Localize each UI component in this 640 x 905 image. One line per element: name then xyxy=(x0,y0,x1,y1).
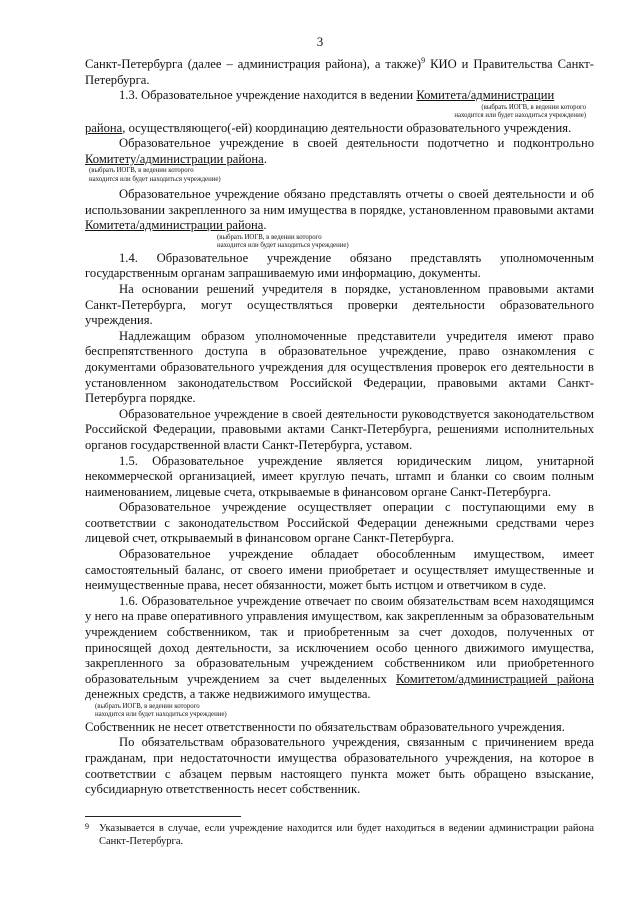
paragraph-1-3: 1.3. Образовательное учреждение находится в ведении Комитета/администрации xyxy=(119,88,555,103)
choice-note: (выбрать ИОГВ, в ведении которого xyxy=(95,703,200,710)
footnote-number: 9 xyxy=(85,822,89,831)
choice-note: находится или будет находиться учреждение) xyxy=(95,711,227,719)
paragraph-subsidiary: По обязательствам образовательного учреждения, связанным с причинением вреда гражданам, при недостаточности имущества образовательного учреждения, на которое в соответствии с абзацем первым настоящего пункта может быть обращено взыскание, субсидиарную ответственность несет собственник. xyxy=(85,735,594,797)
paragraph-inspections: На основании решений учредителя в порядке, установленном правовыми актами Санкт-Петербурга, могут осуществляться проверки деятельности образовательного учреждения. xyxy=(85,281,594,328)
paragraph-legislation: Образовательное учреждение в своей деятельности руководствуется законодательством Российской Федерации, правовыми актами Санкт-Петербурга, решениями исполнительных органов государственной власти Санкт-Петербурга, уставом. xyxy=(85,406,594,452)
choice-note: находится или будет находиться учреждение) xyxy=(454,112,586,120)
paragraph-operations: Образовательное учреждение осуществляет операции с поступающими ему в соответствии с законодательством Российской Федерации денежными средствами через лицевой счет, открываемый в финансовом органе Санкт-Петербурга. xyxy=(85,500,594,546)
paragraph-intro: Санкт-Петербурга (далее – администрация района), а также)$^9$ КИО и Правительства Санкт-Петербурга. xyxy=(85,55,594,87)
choice-note: (выбрать ИОГВ, в ведении которого xyxy=(89,167,194,175)
underlined-authority: Комитету/администрации района xyxy=(85,151,264,166)
choice-note: находится или будет находиться учреждение) xyxy=(89,175,221,183)
choice-note: (выбрать ИОГВ, в ведении которого xyxy=(217,233,322,241)
paragraph-1-6: 1.6. Образовательное учреждение отвечает по своим обязательствам всем находящимся у него на праве оперативного управления имуществом, как закрепленным за образовательным учреждением собственником, так и приобретенным за счет доходов, полученных от приносящей доход деятельности, за исключением особо ценного движимого имущества, закрепленного за образовательным учреждением собственником или приобретенного образовательным учреждением за счет выделенных Комитетом/администрацией района денежных средств, а также недвижимого имущества. xyxy=(85,593,594,702)
underlined-authority: Комитета/администрации xyxy=(416,88,555,103)
paragraph-owner-liability: Собственник не несет ответственности по обязательствам образовательного учреждения. xyxy=(85,719,565,734)
footnote-text: Указывается в случае, если учреждение находится или будет находиться в ведении администрации района Санкт-Петербурга. xyxy=(99,823,594,847)
underlined-authority: Комитетом/администрацией района xyxy=(395,671,594,686)
footnote xyxy=(85,822,594,848)
document-body xyxy=(85,57,594,798)
paragraph-1-5: 1.5. Образовательное учреждение является юридическим лицом, унитарной некоммерческой организацией, имеет круглую печать, штамп и бланки со своим полным наименованием, лицевые счета, открываемые в финансовом органе Санкт-Петербурга. xyxy=(85,453,594,499)
choice-note: находится или будет находиться учреждение) xyxy=(217,242,349,250)
paragraph-accountability: Образовательное учреждение в своей деятельности подотчетно и подконтрольно Комитету/администрации района. xyxy=(85,136,594,166)
underlined-authority: района xyxy=(85,120,123,135)
paragraph-access: Надлежащим образом уполномоченные представители учредителя имеют право беспрепятственного доступа в образовательное учреждение, право ознакомления с документами образовательного учреждения для осуществления проверок его деятельности в установленном законодательством Российской Федерации, правовыми актами Санкт-Петербурга порядке. xyxy=(85,328,594,406)
paragraph-property: Образовательное учреждение обладает обособленным имуществом, имеет самостоятельный баланс, от своего имени приобретает и осуществляет имущественные и неимущественные права, несет обязанности, может быть истцом и ответчиком в суде. xyxy=(85,547,594,593)
footnote-divider xyxy=(85,816,241,817)
page-number: 3 xyxy=(316,34,324,49)
paragraph-reports: Образовательное учреждение обязано представлять отчеты о своей деятельности и об использовании закрепленного за ним имущества в порядке, установленном правовыми актами Комитета/администрации района. xyxy=(85,187,594,233)
underlined-authority: Комитета/администрации района xyxy=(85,218,264,233)
paragraph-1-3-cont: района, осуществляющего(-ей) координацию деятельности образовательного учреждения. xyxy=(85,120,572,135)
footnote-ref: 9 xyxy=(421,55,426,65)
paragraph-1-4: 1.4. Образовательное учреждение обязано представлять уполномоченным государственным органам запрашиваемую ими информацию, документы. xyxy=(85,250,594,281)
choice-note: (выбрать ИОГВ, в ведении которого xyxy=(481,103,586,111)
